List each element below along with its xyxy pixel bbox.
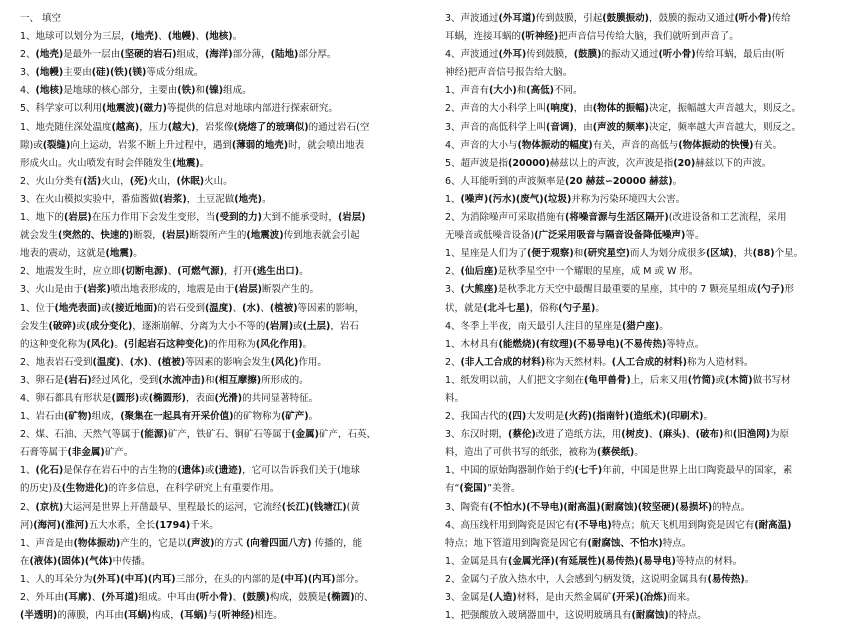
text-line: 2、声音的大小科学上叫(响度)，由(物体的振幅)决定，振幅越大声音越大，则反之。 xyxy=(445,103,801,115)
text-line: 4、卵石都具有形状是(圆形)或(椭圆形)，表面(光滑)的共同显著特征。 xyxy=(20,392,319,404)
text-line: 1、人的耳朵分为(外耳)(中耳)(内耳)三部分，在头的内部的是(中耳)(内耳)部分。 xyxy=(20,573,365,585)
text-line: 地表的震动，这就是(地震)。 xyxy=(20,248,143,260)
text-line: 1、(噪声)(污水)(废气)(垃圾)并称为污染环境四大公害。 xyxy=(445,193,686,205)
text-line: 有“(瓷国)”美誉。 xyxy=(445,483,521,495)
text-line: 3、声波通过(外耳道)传到鼓膜，引起(鼓膜振动)，鼓膜的振动又通过(听小骨)传给 xyxy=(445,13,791,24)
text-line: 2、(京杭)大运河是世界上开凿最早、里程最长的运河，它流经(长江)(钱塘江)(黄 xyxy=(20,501,360,513)
text-line: 1、位于(地壳表面)或(接近地面)的岩石受到(温度)、(水)、(植被)等因素的影响， xyxy=(20,302,365,314)
text-line: 6、人耳能听到的声波频率是(20 赫兹∽20000 赫兹)。 xyxy=(445,175,683,187)
text-line: 1、地球可以划分为三层，(地壳)、(地幔)、(地核)。 xyxy=(20,31,243,43)
text-line: 1、地壳随住深处温度(越高)，压力(越大)，岩浆像(烧熔了的玻璃似)的通过岩石(空 xyxy=(20,121,370,133)
text-line: 1、把强酸放入玻璃器皿中，这说明玻璃具有(耐腐蚀)的特点。 xyxy=(445,610,707,622)
text-line: 神经)把声音信号报告给大脑。 xyxy=(445,67,573,79)
text-line: 1、木材具有(能燃烧)(有纹理)(不易导电)(不易传热)等特点。 xyxy=(445,338,705,350)
text-line: 2、(仙后座)是秋季星空中一个耀眼的星座，成 M 或 W 形。 xyxy=(445,266,699,278)
text-line: 2、外耳由(耳廓)、(外耳道)组成。中耳由(听小骨)、(鼓膜)构成，鼓膜是(椭圆)的、 xyxy=(20,592,374,603)
text-line: 1、地下的(岩层)在压力作用下会发生变形，当(受到的力)大到不能承受时，(岩层) xyxy=(20,212,366,224)
text-line: 4、声波通过(外耳)传到鼓膜，(鼓膜)的振动又通过(听小骨)传给耳蜗，最后由(听 xyxy=(445,49,785,61)
text-line: 2、火山分类有(活)火山，(死)火山，(休眠)火山。 xyxy=(20,175,233,187)
text-line: 3、在火山模拟实验中，番茄酱做(岩浆)，土豆泥做(地壳)。 xyxy=(20,193,272,205)
text-line: 耳蜗，连接耳蜗的(听神经)把声音信号传给大脑，我们就听到声音了。 xyxy=(445,31,739,43)
text-line: 2、为消除噪声可采取措施有(将噪音源与生活区隔开)(改进设备和工艺流程，采用 xyxy=(445,212,787,224)
text-line: 3、(地幔)主要由(硅)(铁)(镁)等成分组成。 xyxy=(20,67,204,79)
text-line: 5、超声波是指(20000)赫兹以上的声波，次声波是指(20)赫兹以下的声波。 xyxy=(445,157,772,169)
text-line: 4、高压线杆用到陶瓷是因它有(不导电)特点；航天飞机用到陶瓷是因它有(耐高温) xyxy=(445,519,792,531)
text-line: 4、冬季上半夜，南天最引人注目的星座是(猎户座)。 xyxy=(445,320,669,332)
text-line: 1、星座是人们为了(便于观察)和(研究星空)而人为划分成很多(区域)，共(88)个星。 xyxy=(445,248,804,260)
text-line: 会发生(破碎)或(成分变化)，逐渐崩解、分离为大小不等的(岩屑)或(土层)，岩石 xyxy=(20,320,359,332)
text-line: 3、卵石是(岩石)经过风化，受到(水流冲击)和(相互摩擦)所形成的。 xyxy=(20,374,309,386)
text-line: 3、火山是由于(岩浆)喷出地表形成的，地震是由于(岩层)断裂产生的。 xyxy=(20,284,319,296)
text-line: 3、金属是(人造)材料，是由天然金属矿(开采)(冶炼)而来。 xyxy=(445,592,696,603)
text-line: 形成火山。火山喷发有时会伴随发生(地震)。 xyxy=(20,157,210,169)
text-line: 3、陶瓷有(不怕水)(不导电)(耐高温)(耐腐蚀)(较坚硬)(易损坏)的特点。 xyxy=(445,501,751,513)
text-line: 特点；地下管道用到陶瓷是因它有(耐腐蚀、不怕水)特点。 xyxy=(445,537,692,549)
text-line: 石膏等属于(非金属)矿产。 xyxy=(20,447,134,459)
text-line: 2、煤、石油、天然气等属于(能源)矿产，铁矿石、铜矿石等属于(金属)矿产，石英、 xyxy=(20,429,376,441)
text-line: 4、声音的大小与(物体振动的幅度)有关，声音的高低与(物体振动的快慢)有关。 xyxy=(445,139,782,151)
text-line: 2、(非人工合成的材料)称为天然材料。(人工合成的材料)称为人造材料。 xyxy=(445,356,754,368)
text-line: 无噪音或低噪音设备)(广泛采用吸音与隔音设备降低噪声)等。 xyxy=(445,230,705,242)
text-line: 3、(大熊座)是秋季北方天空中最醒目最重要的星座，其中的 7 颗亮星组成(勺子)形 xyxy=(445,284,795,296)
text-line: 料。 xyxy=(445,392,465,404)
text-line: 1、岩石由(矿物)组成，(聚集在一起具有开采价值)的矿物称为(矿产)。 xyxy=(20,411,319,423)
text-line: 河)(海河)(淮河)五大水系，全长(1794)千米。 xyxy=(20,519,219,531)
text-line: 2、(地壳)是最外一层由(坚硬的岩石)组成，(海洋)部分薄，(陆地)部分厚。 xyxy=(20,49,337,61)
left-column xyxy=(20,10,427,625)
text-line: (半透明)的薄膜，内耳由(耳蜗)构成，(耳蜗)与(听神经)相连。 xyxy=(20,610,283,622)
text-line: 的这种变化称为(风化)。(引起岩石这种变化)的作用称为(风化作用)。 xyxy=(20,338,313,350)
text-line: 在(液体)(固体)(气体)中传播。 xyxy=(20,555,151,567)
right-column xyxy=(445,10,845,625)
text-line: 2、金属勺子放入热水中，人会感到勺柄发烫，这说明金属具有(易传热)。 xyxy=(445,573,755,585)
text-line: 的历史)及(生物进化)的许多信息，在科学研究上有重要作用。 xyxy=(20,483,280,495)
text-line: 2、我国古代的(四)大发明是(火药)(指南针)(造纸术)(印刷术)。 xyxy=(445,411,714,423)
text-line: 1、纸发明以前，人们把文字刻在(龟甲兽骨)上，后来又用(竹简)或(木简)做书写材 xyxy=(445,374,791,386)
text-line: 1、(化石)是保存在岩石中的古生物的(遗体)或(遗迹)，它可以告诉我们关于(地球 xyxy=(20,465,360,477)
text-line: 3、东汉时期，(蔡伦)改进了造纸方法，用(树皮)、(麻头)、(破布)和(旧渔网)为原 xyxy=(445,429,790,441)
text-line: 状，就是(北斗七星)，俗称(勺子星)。 xyxy=(445,302,605,314)
text-line: 4、(地核)是地球的核心部分，主要由(铁)和(镍)组成。 xyxy=(20,85,252,97)
text-line: 就会发生(突然的、快速的)断裂，(岩层)断裂所产生的(地震波)传到地表就会引起 xyxy=(20,230,360,242)
text-line: 隙)或(裂缝)向上运动，岩浆不断上升过程中，遇到(薄弱的地壳)时，就会喷出地表 xyxy=(20,139,365,151)
text-line: 3、声音的高低科学上叫(音调)，由(声波的频率)决定，频率越大声音越大，则反之。 xyxy=(445,121,801,133)
text-line: 1、金属是具有(金属光泽)(有延展性)(易传热)(易导电)等特点的材料。 xyxy=(445,555,743,567)
text-line: 2、地震发生时，应立即(切断电源)、(可燃气源)，打开(逃生出口)。 xyxy=(20,266,309,278)
text-line: 2、地表岩石受到(温度)、(水)、(植被)等因素的影响会发生(风化)作用。 xyxy=(20,356,327,368)
text-line: 1、声音有(大小)和(高低)不同。 xyxy=(445,85,583,97)
text-line: 1、声音是由(物体振动)产生的，它是以(声波)的方式 (向着四面八方) 传播的，能 xyxy=(20,537,363,549)
text-line: 料，造出了可供书写的纸张，被称为(蔡侯纸)。 xyxy=(445,447,644,459)
text-line: 1、中国的原始陶器制作始于约(七千)年前，中国是世界上出口陶瓷最早的国家，素 xyxy=(445,465,793,477)
text-line: 5、科学家可以利用(地震波)(磁力)等提供的信息对地球内部进行探索研究。 xyxy=(20,103,338,115)
text-line: 一、 填空 xyxy=(20,13,62,24)
